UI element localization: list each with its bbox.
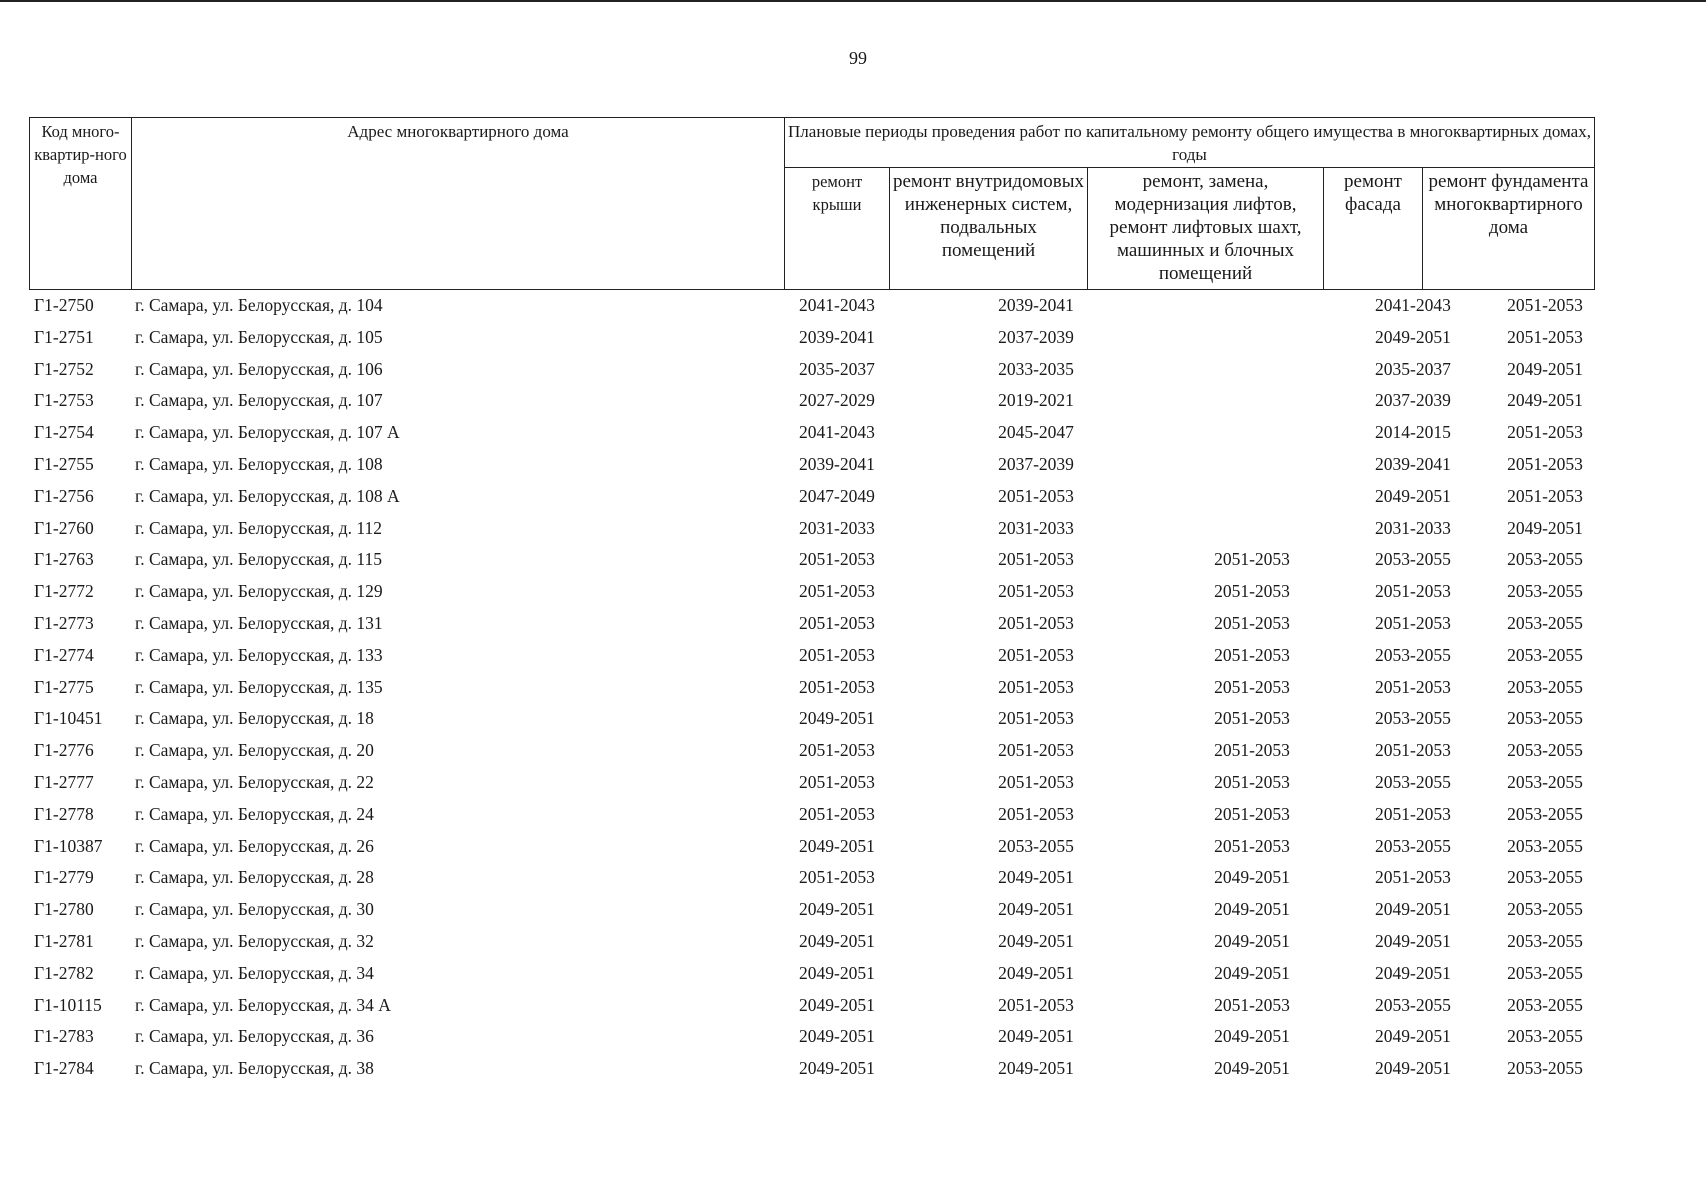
cell-address: г. Самара, ул. Белорусская, д. 105	[135, 326, 383, 347]
cell-roof: 2051-2053	[799, 803, 875, 824]
cell-code: Г1-2755	[34, 453, 94, 474]
table-row	[29, 545, 1594, 577]
cell-facade: 2049-2051	[1375, 326, 1451, 347]
cell-engineering: 2049-2051	[998, 1026, 1074, 1047]
cell-engineering: 2051-2053	[998, 708, 1074, 729]
cell-foundation: 2053-2055	[1507, 708, 1583, 729]
cell-facade: 2037-2039	[1375, 390, 1451, 411]
cell-foundation: 2053-2055	[1507, 1058, 1583, 1079]
cell-roof: 2051-2053	[799, 549, 875, 570]
cell-facade: 2049-2051	[1375, 930, 1451, 951]
cell-engineering: 2049-2051	[998, 899, 1074, 920]
cell-foundation: 2051-2053	[1507, 453, 1583, 474]
cell-engineering: 2051-2053	[998, 644, 1074, 665]
cell-engineering: 2051-2053	[998, 803, 1074, 824]
cell-address: г. Самара, ул. Белорусская, д. 135	[135, 676, 383, 697]
table-row	[29, 704, 1594, 736]
table-body	[29, 291, 1594, 1086]
cell-facade: 2053-2055	[1375, 994, 1451, 1015]
cell-engineering: 2051-2053	[998, 676, 1074, 697]
cell-roof: 2035-2037	[799, 358, 875, 379]
cell-code: Г1-2752	[34, 358, 94, 379]
cell-code: Г1-2781	[34, 930, 94, 951]
cell-lifts: 2051-2053	[1214, 835, 1290, 856]
cell-foundation: 2049-2051	[1507, 390, 1583, 411]
cell-roof: 2049-2051	[799, 835, 875, 856]
cell-lifts: 2051-2053	[1214, 708, 1290, 729]
cell-roof: 2041-2043	[799, 295, 875, 315]
cell-engineering: 2049-2051	[998, 930, 1074, 951]
table-row	[29, 482, 1594, 514]
cell-roof: 2041-2043	[799, 422, 875, 443]
cell-address: г. Самара, ул. Белорусская, д. 104	[135, 295, 383, 315]
cell-roof: 2047-2049	[799, 485, 875, 506]
header-engineering: ремонт внутридомовых инженерных систем, подвальных помещений	[890, 168, 1088, 290]
table-row	[29, 609, 1594, 641]
cell-foundation: 2053-2055	[1507, 771, 1583, 792]
cell-roof: 2051-2053	[799, 740, 875, 761]
cell-facade: 2049-2051	[1375, 962, 1451, 983]
cell-address: г. Самара, ул. Белорусская, д. 26	[135, 835, 374, 856]
cell-facade: 2053-2055	[1375, 771, 1451, 792]
cell-foundation: 2053-2055	[1507, 1026, 1583, 1047]
cell-roof: 2049-2051	[799, 930, 875, 951]
table-row	[29, 355, 1594, 387]
cell-lifts: 2051-2053	[1214, 612, 1290, 633]
cell-roof: 2051-2053	[799, 676, 875, 697]
table-row	[29, 736, 1594, 768]
header-facade: ремонт фасада	[1324, 168, 1423, 290]
cell-code: Г1-2774	[34, 644, 94, 665]
cell-code: Г1-2756	[34, 485, 94, 506]
table-row	[29, 959, 1594, 991]
cell-address: г. Самара, ул. Белорусская, д. 107 А	[135, 422, 400, 443]
header-foundation: ремонт фундамента многоквартирного дома	[1423, 168, 1595, 290]
cell-lifts: 2049-2051	[1214, 899, 1290, 920]
page-number: 99	[849, 48, 867, 68]
cell-address: г. Самара, ул. Белорусская, д. 108 А	[135, 485, 400, 506]
table-row	[29, 641, 1594, 673]
cell-lifts: 2051-2053	[1214, 740, 1290, 761]
cell-address: г. Самара, ул. Белорусская, д. 20	[135, 740, 374, 761]
cell-roof: 2049-2051	[799, 994, 875, 1015]
cell-address: г. Самара, ул. Белорусская, д. 34	[135, 962, 374, 983]
cell-roof: 2039-2041	[799, 326, 875, 347]
cell-lifts: 2049-2051	[1214, 962, 1290, 983]
cell-lifts: 2051-2053	[1214, 549, 1290, 570]
cell-foundation: 2053-2055	[1507, 549, 1583, 570]
cell-address: г. Самара, ул. Белорусская, д. 112	[135, 517, 383, 538]
cell-facade: 2051-2053	[1375, 803, 1451, 824]
cell-code: Г1-2763	[34, 549, 94, 570]
cell-code: Г1-2775	[34, 676, 94, 697]
cell-facade: 2053-2055	[1375, 835, 1451, 856]
table-header	[29, 117, 1595, 290]
cell-engineering: 2049-2051	[998, 962, 1074, 983]
cell-engineering: 2037-2039	[998, 326, 1074, 347]
table-row	[29, 673, 1594, 705]
header-roof: ремонт крыши	[785, 168, 890, 290]
cell-address: г. Самара, ул. Белорусская, д. 115	[135, 549, 383, 570]
cell-engineering: 2051-2053	[998, 994, 1074, 1015]
cell-code: Г1-2777	[34, 771, 94, 792]
cell-roof: 2031-2033	[799, 517, 875, 538]
cell-code: Г1-2773	[34, 612, 94, 633]
cell-code: Г1-2772	[34, 581, 94, 602]
cell-engineering: 2019-2021	[998, 390, 1074, 411]
cell-foundation: 2053-2055	[1507, 899, 1583, 920]
cell-code: Г1-2779	[34, 867, 94, 888]
cell-lifts: 2049-2051	[1214, 867, 1290, 888]
cell-address: г. Самара, ул. Белорусская, д. 32	[135, 930, 374, 951]
cell-roof: 2051-2053	[799, 771, 875, 792]
cell-engineering: 2039-2041	[998, 295, 1074, 315]
cell-facade: 2049-2051	[1375, 1026, 1451, 1047]
cell-foundation: 2049-2051	[1507, 358, 1583, 379]
header-lifts: ремонт, замена, модернизация лифтов, ремонт лифтовых шахт, машинных и блочных помещений	[1088, 168, 1324, 290]
table-row	[29, 1054, 1594, 1086]
cell-lifts: 2051-2053	[1214, 676, 1290, 697]
cell-address: г. Самара, ул. Белорусская, д. 133	[135, 644, 383, 665]
cell-code: Г1-2782	[34, 962, 94, 983]
cell-code: Г1-2783	[34, 1026, 94, 1047]
cell-foundation: 2053-2055	[1507, 835, 1583, 856]
cell-code: Г1-2751	[34, 326, 94, 347]
cell-facade: 2041-2043	[1375, 295, 1451, 315]
table-row	[29, 450, 1594, 482]
cell-foundation: 2053-2055	[1507, 994, 1583, 1015]
cell-facade: 2051-2053	[1375, 740, 1451, 761]
cell-foundation: 2051-2053	[1507, 422, 1583, 443]
cell-facade: 2049-2051	[1375, 485, 1451, 506]
cell-roof: 2049-2051	[799, 962, 875, 983]
cell-code: Г1-2780	[34, 899, 94, 920]
cell-engineering: 2053-2055	[998, 835, 1074, 856]
cell-roof: 2051-2053	[799, 581, 875, 602]
cell-roof: 2049-2051	[799, 708, 875, 729]
cell-address: г. Самара, ул. Белорусская, д. 38	[135, 1058, 374, 1079]
cell-foundation: 2053-2055	[1507, 803, 1583, 824]
cell-foundation: 2051-2053	[1507, 326, 1583, 347]
table-row	[29, 863, 1594, 895]
cell-facade: 2031-2033	[1375, 517, 1451, 538]
cell-engineering: 2051-2053	[998, 612, 1074, 633]
cell-engineering: 2051-2053	[998, 771, 1074, 792]
cell-foundation: 2051-2053	[1507, 485, 1583, 506]
table-row	[29, 386, 1594, 418]
cell-engineering: 2045-2047	[998, 422, 1074, 443]
cell-lifts: 2049-2051	[1214, 1058, 1290, 1079]
cell-engineering: 2051-2053	[998, 485, 1074, 506]
cell-foundation: 2053-2055	[1507, 930, 1583, 951]
cell-address: г. Самара, ул. Белорусская, д. 24	[135, 803, 374, 824]
table-row	[29, 291, 1594, 323]
cell-roof: 2049-2051	[799, 1058, 875, 1079]
cell-engineering: 2037-2039	[998, 453, 1074, 474]
cell-code: Г1-2778	[34, 803, 94, 824]
cell-facade: 2051-2053	[1375, 612, 1451, 633]
cell-roof: 2051-2053	[799, 644, 875, 665]
cell-facade: 2051-2053	[1375, 581, 1451, 602]
top-rule	[0, 0, 1706, 2]
cell-code: Г1-2750	[34, 295, 94, 315]
cell-roof: 2049-2051	[799, 1026, 875, 1047]
cell-roof: 2049-2051	[799, 899, 875, 920]
cell-roof: 2051-2053	[799, 612, 875, 633]
table-row	[29, 323, 1594, 355]
cell-foundation: 2053-2055	[1507, 867, 1583, 888]
cell-engineering: 2049-2051	[998, 867, 1074, 888]
cell-address: г. Самара, ул. Белорусская, д. 28	[135, 867, 374, 888]
table-row	[29, 1022, 1594, 1054]
cell-code: Г1-10115	[34, 994, 102, 1015]
cell-code: Г1-2784	[34, 1058, 94, 1079]
cell-lifts: 2051-2053	[1214, 581, 1290, 602]
cell-engineering: 2049-2051	[998, 1058, 1074, 1079]
cell-facade: 2051-2053	[1375, 676, 1451, 697]
cell-address: г. Самара, ул. Белорусская, д. 129	[135, 581, 383, 602]
cell-code: Г1-2753	[34, 390, 94, 411]
cell-foundation: 2051-2053	[1507, 295, 1583, 315]
table-row	[29, 800, 1594, 832]
cell-facade: 2051-2053	[1375, 867, 1451, 888]
cell-address: г. Самара, ул. Белорусская, д. 34 А	[135, 994, 391, 1015]
table-row	[29, 927, 1594, 959]
cell-foundation: 2053-2055	[1507, 676, 1583, 697]
cell-lifts: 2051-2053	[1214, 644, 1290, 665]
cell-facade: 2053-2055	[1375, 549, 1451, 570]
cell-roof: 2039-2041	[799, 453, 875, 474]
header-address: Адрес многоквартирного дома	[132, 118, 785, 290]
cell-facade: 2049-2051	[1375, 1058, 1451, 1079]
cell-code: Г1-2776	[34, 740, 94, 761]
cell-engineering: 2051-2053	[998, 549, 1074, 570]
cell-facade: 2049-2051	[1375, 899, 1451, 920]
table-row	[29, 514, 1594, 546]
table-row	[29, 418, 1594, 450]
cell-lifts: 2049-2051	[1214, 930, 1290, 951]
cell-foundation: 2049-2051	[1507, 517, 1583, 538]
cell-lifts: 2051-2053	[1214, 771, 1290, 792]
header-periods-title: Плановые периоды проведения работ по капитальному ремонту общего имущества в многоквартирных домах, годы	[785, 118, 1595, 168]
cell-facade: 2053-2055	[1375, 708, 1451, 729]
cell-engineering: 2051-2053	[998, 740, 1074, 761]
cell-address: г. Самара, ул. Белорусская, д. 106	[135, 358, 383, 379]
table-row	[29, 768, 1594, 800]
cell-code: Г1-2754	[34, 422, 94, 443]
cell-engineering: 2051-2053	[998, 581, 1074, 602]
cell-code: Г1-10451	[34, 708, 103, 729]
cell-lifts: 2051-2053	[1214, 803, 1290, 824]
cell-facade: 2035-2037	[1375, 358, 1451, 379]
cell-engineering: 2031-2033	[998, 517, 1074, 538]
cell-foundation: 2053-2055	[1507, 581, 1583, 602]
cell-facade: 2039-2041	[1375, 453, 1451, 474]
cell-foundation: 2053-2055	[1507, 612, 1583, 633]
cell-foundation: 2053-2055	[1507, 962, 1583, 983]
table-row	[29, 991, 1594, 1023]
cell-address: г. Самара, ул. Белорусская, д. 18	[135, 708, 374, 729]
cell-facade: 2053-2055	[1375, 644, 1451, 665]
cell-lifts: 2049-2051	[1214, 1026, 1290, 1047]
cell-address: г. Самара, ул. Белорусская, д. 36	[135, 1026, 374, 1047]
cell-code: Г1-2760	[34, 517, 94, 538]
table-row	[29, 895, 1594, 927]
table-row	[29, 577, 1594, 609]
cell-facade: 2014-2015	[1375, 422, 1451, 443]
cell-roof: 2051-2053	[799, 867, 875, 888]
cell-address: г. Самара, ул. Белорусская, д. 30	[135, 899, 374, 920]
cell-roof: 2027-2029	[799, 390, 875, 411]
table-row	[29, 832, 1594, 864]
cell-address: г. Самара, ул. Белорусская, д. 108	[135, 453, 383, 474]
cell-engineering: 2033-2035	[998, 358, 1074, 379]
cell-address: г. Самара, ул. Белорусская, д. 22	[135, 771, 374, 792]
cell-address: г. Самара, ул. Белорусская, д. 107	[135, 390, 383, 411]
cell-foundation: 2053-2055	[1507, 740, 1583, 761]
cell-lifts: 2051-2053	[1214, 994, 1290, 1015]
header-code: Код много-квартир-ного дома	[30, 118, 132, 290]
cell-code: Г1-10387	[34, 835, 103, 856]
cell-foundation: 2053-2055	[1507, 644, 1583, 665]
cell-address: г. Самара, ул. Белорусская, д. 131	[135, 612, 383, 633]
